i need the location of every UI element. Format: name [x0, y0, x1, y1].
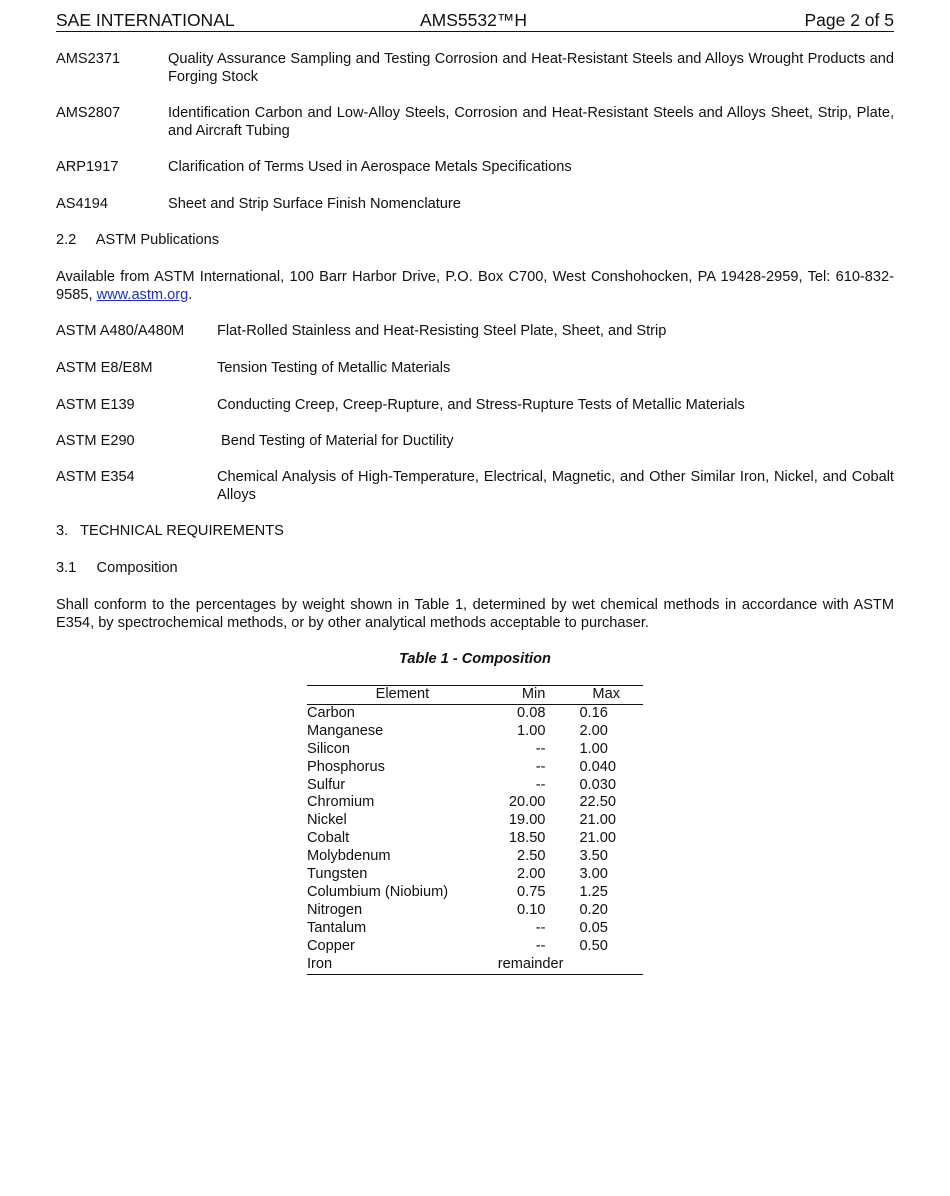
- ref-code-arp1917: ARP1917: [56, 159, 119, 175]
- table-row: [307, 938, 643, 956]
- cell-max: 0.16: [579, 704, 608, 721]
- table-row: [307, 777, 643, 795]
- table-row: [307, 902, 643, 920]
- cell-element: Phosphorus: [307, 758, 385, 775]
- table-header-row: [307, 686, 643, 705]
- astm-website-link[interactable]: www.astm.org: [96, 287, 189, 303]
- table-row: [307, 794, 643, 812]
- column-header-min: Min: [498, 686, 570, 705]
- cell-min: 2.50: [517, 848, 546, 865]
- cell-element: Nitrogen: [307, 901, 363, 918]
- cell-max: 0.50: [579, 937, 608, 954]
- cell-min: --: [535, 758, 546, 775]
- cell-min: --: [535, 937, 546, 954]
- header-doc-id: AMS5532™H: [420, 10, 527, 30]
- table-caption: Table 1 - Composition: [399, 651, 551, 667]
- cell-max: 21.00: [579, 812, 616, 829]
- cell-min: --: [535, 776, 546, 793]
- ref-code-astm-e290: ASTM E290: [56, 433, 135, 449]
- cell-max: 2.00: [579, 722, 608, 739]
- cell-min: --: [535, 740, 546, 757]
- ref-code-astm-e8: ASTM E8/E8M: [56, 360, 153, 376]
- cell-min: 20.00: [508, 794, 546, 811]
- cell-element: Nickel: [307, 812, 347, 829]
- cell-max: 0.05: [579, 919, 608, 936]
- cell-element: Manganese: [307, 722, 384, 739]
- table-row: [307, 956, 643, 974]
- cell-element: Carbon: [307, 704, 355, 721]
- astm-link-suffix: .: [188, 287, 193, 303]
- cell-max: 22.50: [579, 794, 616, 811]
- cell-min: 0.75: [517, 883, 546, 900]
- cell-max: 0.20: [579, 901, 608, 918]
- ref-code-astm-e139: ASTM E139: [56, 397, 135, 413]
- cell-element: Molybdenum: [307, 848, 391, 865]
- cell-max: 0.040: [579, 758, 616, 775]
- section-heading-astm: 2.2 ASTM Publications: [56, 232, 220, 248]
- table-row: [307, 848, 643, 866]
- cell-min: 2.00: [517, 866, 546, 883]
- cell-max: 21.00: [579, 830, 616, 847]
- column-header-max: Max: [569, 686, 643, 705]
- table-row: [307, 723, 643, 741]
- table-row: [307, 866, 643, 884]
- header-page-number: Page 2 of 5: [804, 10, 894, 30]
- cell-element: Cobalt: [307, 830, 350, 847]
- table-row: [307, 812, 643, 830]
- table-row: [307, 830, 643, 848]
- cell-max: 1.00: [579, 740, 608, 757]
- ref-code-as4194: AS4194: [56, 196, 108, 212]
- ref-title-astm-e290: Bend Testing of Material for Ductility: [217, 433, 454, 449]
- cell-min: 1.00: [517, 722, 546, 739]
- section-heading-technical: 3. TECHNICAL REQUIREMENTS: [56, 523, 284, 539]
- header-org: SAE INTERNATIONAL: [56, 10, 235, 30]
- table-row: [307, 759, 643, 777]
- cell-max: 3.00: [579, 866, 608, 883]
- table-row: [307, 704, 643, 722]
- ref-title-astm-a480: Flat-Rolled Stainless and Heat-Resisting Steel Plate, Sheet, and Strip: [217, 323, 667, 339]
- cell-remainder: remainder: [497, 955, 564, 972]
- ref-title-as4194: Sheet and Strip Surface Finish Nomenclature: [168, 196, 461, 212]
- ref-code-astm-a480: ASTM A480/A480M: [56, 323, 185, 339]
- cell-element: Chromium: [307, 794, 375, 811]
- astm-availability-paragraph: [56, 268, 894, 304]
- cell-element: Copper: [307, 937, 355, 954]
- page-header: [56, 9, 894, 32]
- table-row: [307, 920, 643, 938]
- section-heading-composition: 3.1 Composition: [56, 560, 178, 576]
- cell-element: Sulfur: [307, 776, 346, 793]
- composition-table: [307, 685, 643, 975]
- cell-min: 19.00: [508, 812, 546, 829]
- cell-element: Iron: [307, 955, 333, 972]
- column-header-element: Element: [307, 686, 498, 705]
- ref-title-astm-e139: Conducting Creep, Creep-Rupture, and Stress-Rupture Tests of Metallic Materials: [217, 397, 745, 413]
- cell-element: Columbium (Niobium): [307, 883, 449, 900]
- cell-max: 0.030: [579, 776, 616, 793]
- ref-code-ams2807: AMS2807: [56, 105, 121, 121]
- cell-element: Silicon: [307, 740, 350, 757]
- table-row: [307, 884, 643, 902]
- cell-max: 1.25: [579, 883, 608, 900]
- astm-availability-text: Available from ASTM International, 100 Barr Harbor Drive, P.O. Box C700, West Conshohocken, PA 19428-2959, Tel: 610-832-9585,: [56, 269, 894, 303]
- ref-title-astm-e8: Tension Testing of Metallic Materials: [217, 360, 451, 376]
- ref-code-ams2371: AMS2371: [56, 51, 121, 67]
- ref-code-astm-e354: ASTM E354: [56, 469, 135, 485]
- cell-min: 0.10: [517, 901, 546, 918]
- ref-title-astm-e354: Chemical Analysis of High-Temperature, Electrical, Magnetic, and Other Similar Iron, Nickel, and Cobalt Alloys: [217, 469, 894, 503]
- cell-min: --: [535, 919, 546, 936]
- ref-title-arp1917: Clarification of Terms Used in Aerospace Metals Specifications: [168, 159, 572, 175]
- cell-min: 0.08: [517, 704, 546, 721]
- ref-title-ams2371: Quality Assurance Sampling and Testing Corrosion and Heat-Resistant Steels and Alloys Wrought Products and Forging Stock: [168, 51, 894, 85]
- table-row: [307, 741, 643, 759]
- cell-element: Tantalum: [307, 919, 367, 936]
- cell-element: Tungsten: [307, 866, 368, 883]
- ref-title-ams2807: Identification Carbon and Low-Alloy Steels, Corrosion and Heat-Resistant Steels and Alloys Sheet, Strip, Plate, and Aircraft Tubing: [168, 105, 894, 139]
- composition-paragraph: Shall conform to the percentages by weight shown in Table 1, determined by wet chemical methods in accordance with ASTM E354, by spectrochemical methods, or by other analytical methods acceptable to purchaser.: [56, 597, 894, 631]
- cell-min: 18.50: [508, 830, 546, 847]
- cell-max: 3.50: [579, 848, 608, 865]
